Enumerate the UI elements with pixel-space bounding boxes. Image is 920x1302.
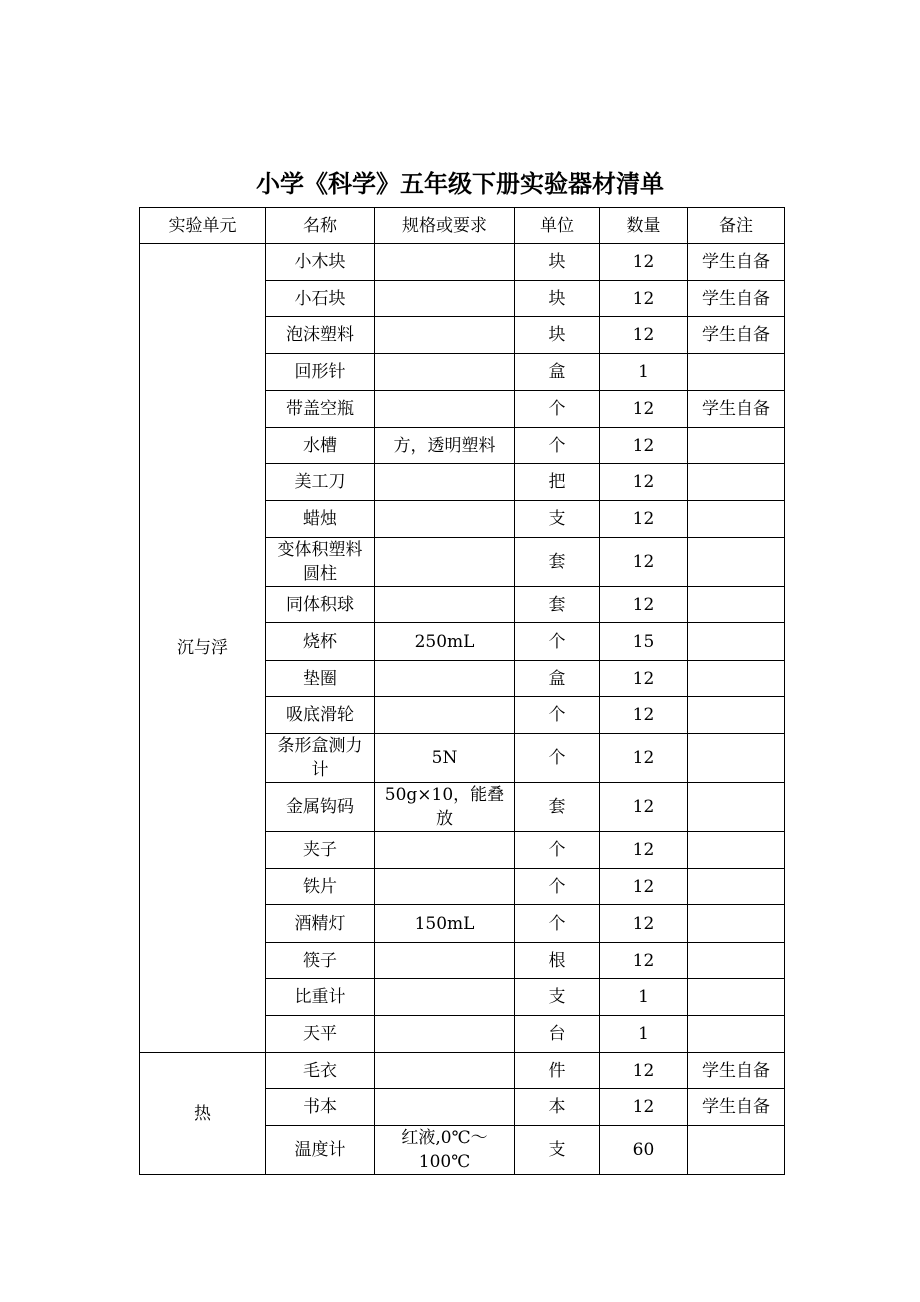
item-note bbox=[688, 905, 785, 943]
item-quantity: 1 bbox=[600, 979, 688, 1016]
item-quantity: 12 bbox=[600, 464, 688, 501]
header-unit: 实验单元 bbox=[140, 208, 266, 244]
item-note bbox=[688, 1016, 785, 1053]
header-note: 备注 bbox=[688, 208, 785, 244]
item-measure: 支 bbox=[515, 501, 600, 538]
item-spec: 250mL bbox=[375, 623, 515, 661]
item-spec bbox=[375, 1016, 515, 1053]
item-name: 变体积塑料圆柱 bbox=[266, 538, 375, 587]
item-measure: 台 bbox=[515, 1016, 600, 1053]
item-spec bbox=[375, 391, 515, 428]
item-note bbox=[688, 1126, 785, 1175]
item-name: 烧杯 bbox=[266, 623, 375, 661]
item-measure: 个 bbox=[515, 623, 600, 661]
item-spec bbox=[375, 1053, 515, 1089]
item-spec: 50g×10，能叠放 bbox=[375, 783, 515, 832]
item-measure: 盒 bbox=[515, 354, 600, 391]
header-name: 名称 bbox=[266, 208, 375, 244]
item-measure: 套 bbox=[515, 538, 600, 587]
item-name: 金属钩码 bbox=[266, 783, 375, 832]
item-note bbox=[688, 697, 785, 734]
item-spec: 红液,0℃～100℃ bbox=[375, 1126, 515, 1175]
item-name: 筷子 bbox=[266, 943, 375, 979]
item-spec bbox=[375, 317, 515, 354]
item-name: 小石块 bbox=[266, 281, 375, 317]
item-note bbox=[688, 832, 785, 869]
item-name: 同体积球 bbox=[266, 587, 375, 623]
item-quantity: 12 bbox=[600, 943, 688, 979]
item-quantity: 12 bbox=[600, 244, 688, 281]
item-measure: 把 bbox=[515, 464, 600, 501]
item-name: 吸底滑轮 bbox=[266, 697, 375, 734]
item-note bbox=[688, 501, 785, 538]
unit-cell: 热 bbox=[140, 1053, 266, 1175]
item-note bbox=[688, 783, 785, 832]
item-spec: 5N bbox=[375, 734, 515, 783]
item-name: 美工刀 bbox=[266, 464, 375, 501]
item-spec bbox=[375, 587, 515, 623]
item-name: 温度计 bbox=[266, 1126, 375, 1175]
item-name: 酒精灯 bbox=[266, 905, 375, 943]
item-measure: 个 bbox=[515, 734, 600, 783]
item-note: 学生自备 bbox=[688, 244, 785, 281]
item-name: 水槽 bbox=[266, 428, 375, 464]
item-name: 天平 bbox=[266, 1016, 375, 1053]
item-spec bbox=[375, 697, 515, 734]
table-row bbox=[140, 244, 785, 281]
item-quantity: 12 bbox=[600, 428, 688, 464]
item-quantity: 15 bbox=[600, 623, 688, 661]
item-quantity: 12 bbox=[600, 587, 688, 623]
item-note bbox=[688, 428, 785, 464]
item-note bbox=[688, 464, 785, 501]
item-quantity: 12 bbox=[600, 734, 688, 783]
item-measure: 根 bbox=[515, 943, 600, 979]
header-row bbox=[140, 208, 785, 244]
item-quantity: 12 bbox=[600, 832, 688, 869]
item-name: 带盖空瓶 bbox=[266, 391, 375, 428]
item-measure: 套 bbox=[515, 783, 600, 832]
header-spec: 规格或要求 bbox=[375, 208, 515, 244]
item-quantity: 12 bbox=[600, 661, 688, 697]
item-quantity: 12 bbox=[600, 501, 688, 538]
item-quantity: 12 bbox=[600, 697, 688, 734]
header-measure: 单位 bbox=[515, 208, 600, 244]
item-measure: 盒 bbox=[515, 661, 600, 697]
item-quantity: 60 bbox=[600, 1126, 688, 1175]
item-spec bbox=[375, 464, 515, 501]
item-name: 书本 bbox=[266, 1089, 375, 1126]
item-quantity: 12 bbox=[600, 783, 688, 832]
item-name: 垫圈 bbox=[266, 661, 375, 697]
item-measure: 套 bbox=[515, 587, 600, 623]
item-note bbox=[688, 587, 785, 623]
item-note: 学生自备 bbox=[688, 1053, 785, 1089]
item-spec bbox=[375, 943, 515, 979]
item-note bbox=[688, 623, 785, 661]
item-note bbox=[688, 734, 785, 783]
item-measure: 块 bbox=[515, 244, 600, 281]
item-quantity: 12 bbox=[600, 1053, 688, 1089]
document-title: 小学《科学》五年级下册实验器材清单 bbox=[256, 170, 664, 198]
item-name: 毛衣 bbox=[266, 1053, 375, 1089]
item-quantity: 12 bbox=[600, 905, 688, 943]
item-measure: 个 bbox=[515, 869, 600, 905]
item-quantity: 12 bbox=[600, 869, 688, 905]
item-name: 蜡烛 bbox=[266, 501, 375, 538]
item-name: 小木块 bbox=[266, 244, 375, 281]
item-note bbox=[688, 538, 785, 587]
item-spec bbox=[375, 501, 515, 538]
item-spec bbox=[375, 538, 515, 587]
item-quantity: 1 bbox=[600, 1016, 688, 1053]
item-note: 学生自备 bbox=[688, 317, 785, 354]
item-measure: 支 bbox=[515, 979, 600, 1016]
item-quantity: 12 bbox=[600, 281, 688, 317]
item-measure: 个 bbox=[515, 697, 600, 734]
header-quantity: 数量 bbox=[600, 208, 688, 244]
item-name: 条形盒测力计 bbox=[266, 734, 375, 783]
unit-cell: 沉与浮 bbox=[140, 244, 266, 1053]
item-name: 比重计 bbox=[266, 979, 375, 1016]
item-note bbox=[688, 869, 785, 905]
item-measure: 件 bbox=[515, 1053, 600, 1089]
item-note: 学生自备 bbox=[688, 1089, 785, 1126]
item-note bbox=[688, 661, 785, 697]
item-measure: 支 bbox=[515, 1126, 600, 1175]
item-measure: 本 bbox=[515, 1089, 600, 1126]
item-name: 回形针 bbox=[266, 354, 375, 391]
item-spec: 150mL bbox=[375, 905, 515, 943]
item-note: 学生自备 bbox=[688, 391, 785, 428]
item-spec bbox=[375, 832, 515, 869]
item-quantity: 1 bbox=[600, 354, 688, 391]
item-quantity: 12 bbox=[600, 538, 688, 587]
table-row bbox=[140, 1053, 785, 1089]
item-name: 铁片 bbox=[266, 869, 375, 905]
item-spec bbox=[375, 354, 515, 391]
item-quantity: 12 bbox=[600, 391, 688, 428]
item-name: 泡沫塑料 bbox=[266, 317, 375, 354]
item-measure: 个 bbox=[515, 391, 600, 428]
item-quantity: 12 bbox=[600, 317, 688, 354]
item-spec bbox=[375, 869, 515, 905]
item-note: 学生自备 bbox=[688, 281, 785, 317]
item-spec bbox=[375, 1089, 515, 1126]
item-spec bbox=[375, 979, 515, 1016]
item-note bbox=[688, 354, 785, 391]
item-note bbox=[688, 979, 785, 1016]
item-measure: 个 bbox=[515, 905, 600, 943]
item-note bbox=[688, 943, 785, 979]
item-measure: 块 bbox=[515, 281, 600, 317]
item-measure: 块 bbox=[515, 317, 600, 354]
item-measure: 个 bbox=[515, 832, 600, 869]
item-spec bbox=[375, 281, 515, 317]
item-name: 夹子 bbox=[266, 832, 375, 869]
item-spec bbox=[375, 661, 515, 697]
item-measure: 个 bbox=[515, 428, 600, 464]
item-spec bbox=[375, 244, 515, 281]
equipment-table bbox=[139, 207, 785, 1175]
item-quantity: 12 bbox=[600, 1089, 688, 1126]
item-spec: 方，透明塑料 bbox=[375, 428, 515, 464]
